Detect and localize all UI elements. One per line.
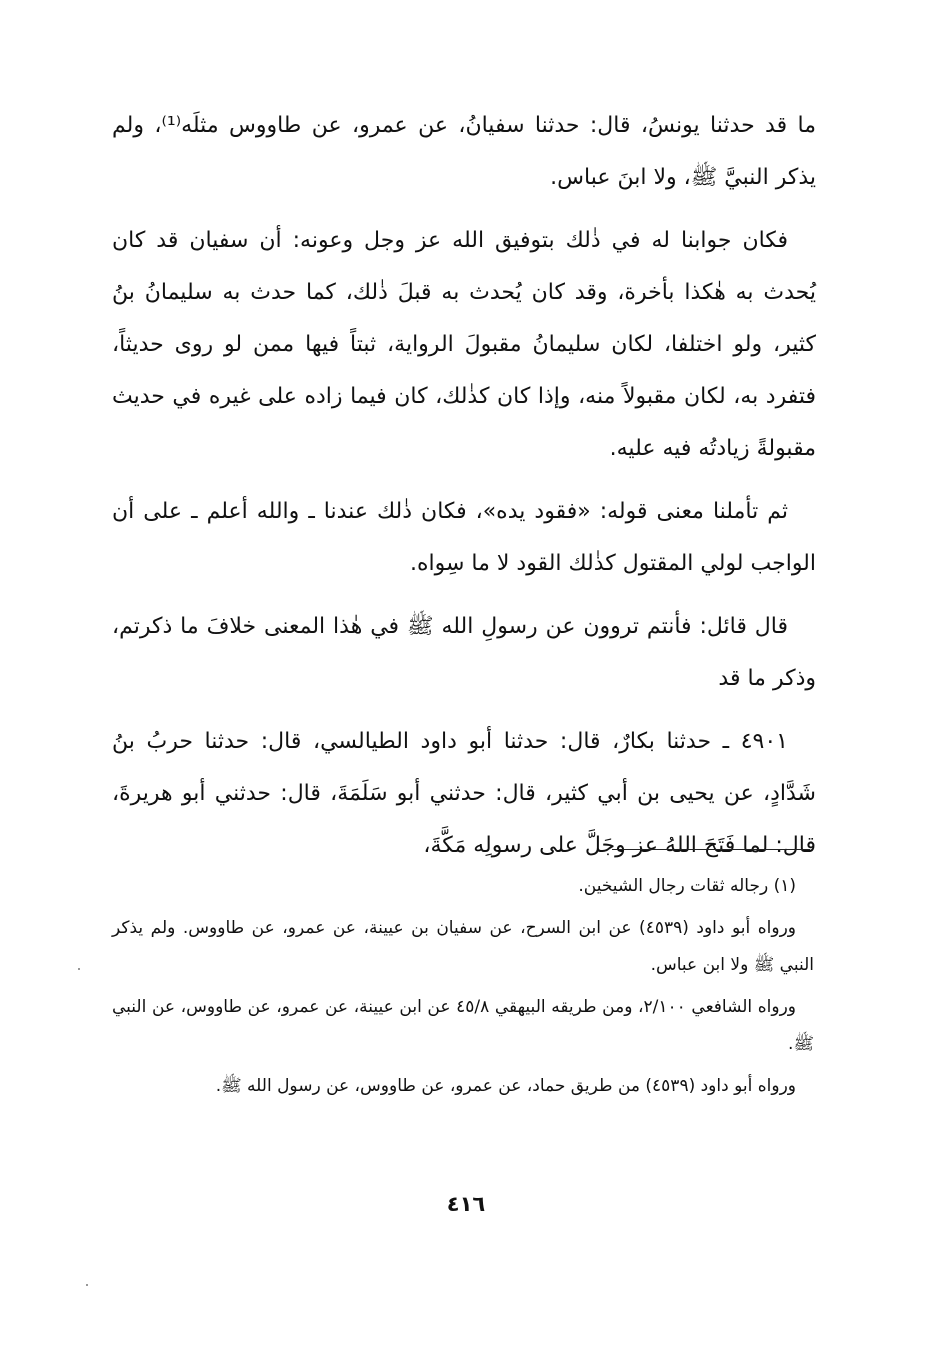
scan-speck bbox=[78, 968, 80, 970]
footnotes bbox=[112, 868, 814, 1110]
main-text bbox=[112, 100, 816, 883]
paragraph-2: فكان جوابنا له في ذٰلك بتوفيق الله عز وجل وعونه: أن سفيان قد كان يُحدث به هٰكذا بأخرة، وقد كان يُحدث به قبلَ ذٰلك، كما حدث به سليمانُ بنُ كثير، ولو اختلفا، لكان سليمانُ مقبولَ الرواية، ثبتاً فيها ممن لو روى حديثاً، فتفرد به، لكان مقبولاً منه، وإذا كان كذٰلك، كان فيما زاده على غيره في حديث مقبولةً زيادتُه فيه عليه. bbox=[112, 228, 816, 461]
footnote-1: (١) رجاله ثقات رجال الشيخين. bbox=[578, 876, 796, 896]
paragraph-4: قال قائل: فأنتم تروون عن رسولِ الله ﷺ في هٰذا المعنى خلافَ ما ذكرتم، وذكر ما قد bbox=[112, 614, 816, 691]
paragraph-3: ثم تأملنا معنى قوله: «فقود يده»، فكان ذٰلك عندنا ـ والله أعلم ـ على أن الواجب لولي المقتول كذٰلك القود لا ما سِواه. bbox=[112, 499, 816, 576]
footnote-line-3: ورواه الشافعي ٢/١٠٠، ومن طريقه البيهقي ٤٥/٨ عن ابن عيينة، عن عمرو، عن طاووس، عن النبي ﷺ. bbox=[112, 997, 814, 1054]
page-number: ٤١٦ bbox=[446, 1192, 486, 1216]
scan-speck bbox=[86, 1284, 88, 1286]
footnote-line-4: ورواه أبو داود (٤٥٣٩) من طريق حماد، عن عمرو، عن طاووس، عن رسول الله ﷺ. bbox=[215, 1076, 796, 1096]
footnote-separator bbox=[612, 849, 810, 850]
footnote-line-2: ورواه أبو داود (٤٥٣٩) عن ابن السرح، عن سفيان بن عيينة، عن عمرو، عن طاووس. ولم يذكر النبي ﷺ ولا ابن عباس. bbox=[112, 918, 814, 975]
hadith-4901: ٤٩٠١ ـ حدثنا بكارٌ، قال: حدثنا أبو داود الطيالسي، قال: حدثنا حربُ بنُ شَدَّادٍ، عن يحيى بن أبي كثير، قال: حدثني أبو سَلَمَةَ، قال: حدثني أبو هريرةَ، قال: لما فَتَحَ اللهُ عز وجَلَّ على رسولِه مَكَّةَ، bbox=[112, 729, 816, 858]
paragraph-1: ما قد حدثنا يونسُ، قال: حدثنا سفيانُ، عن عمرو، عن طاووس مثلَه⁽¹⁾، ولم يذكر النبيَّ ﷺ، ولا ابنَ عباس. bbox=[112, 113, 817, 190]
